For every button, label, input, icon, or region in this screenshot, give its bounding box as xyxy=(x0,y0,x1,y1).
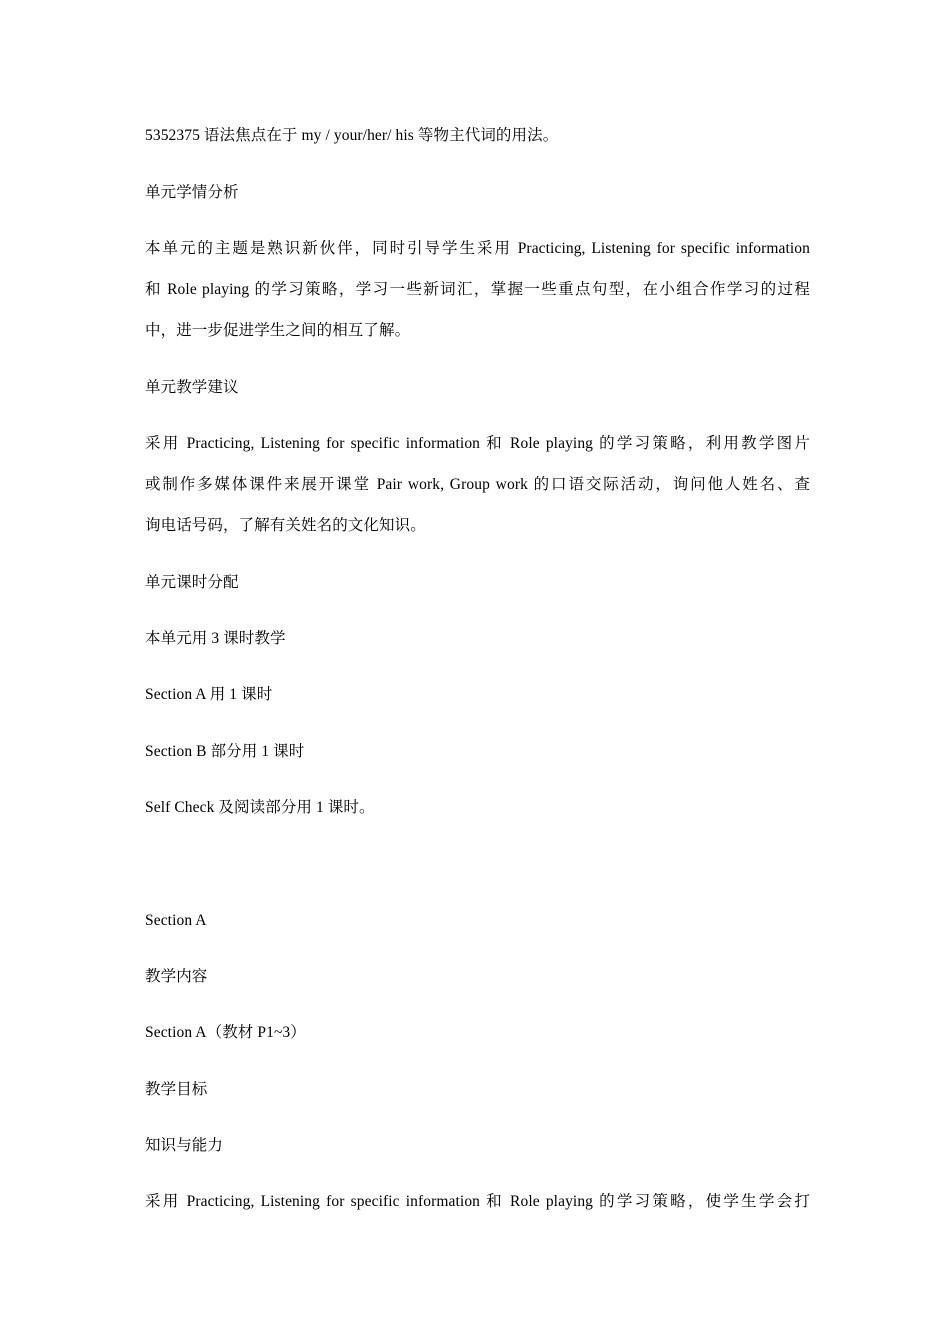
text-line: 或制作多媒体课件来展开课堂 Pair work, Group work 的口语交际活动，询问他人姓名、查 xyxy=(145,476,810,493)
text-line: 采用 Practicing, Listening for specific information 和 Role playing 的学习策略，使学生学会打 xyxy=(145,1193,810,1210)
text-line: 和 Role playing 的学习策略，学习一些新词汇，掌握一些重点句型，在小组合作学习的过程 xyxy=(145,281,810,298)
text-line: Section A 用 1 课时 xyxy=(145,686,273,703)
text-line: 中，进一步促进学生之间的相互了解。 xyxy=(145,322,411,339)
text-line: Self Check 及阅读部分用 1 课时。 xyxy=(145,799,375,816)
heading-unit-period-allocation: 单元课时分配 xyxy=(145,574,239,591)
text-line-grammar-focus: 5352375 语法焦点在于 my / your/her/ his 等物主代词的用法。 xyxy=(145,127,559,144)
text-line: 询电话号码，了解有关姓名的文化知识。 xyxy=(145,517,426,534)
text-line: 采用 Practicing, Listening for specific information 和 Role playing 的学习策略，利用教学图片 xyxy=(145,435,810,452)
text-line: Section B 部分用 1 课时 xyxy=(145,743,305,760)
text-line: 本单元的主题是熟识新伙伴，同时引导学生采用 Practicing, Listening for specific information xyxy=(145,240,810,257)
heading-section-a: Section A xyxy=(145,912,207,929)
heading-teaching-content: 教学内容 xyxy=(145,968,208,985)
heading-knowledge-and-ability: 知识与能力 xyxy=(145,1137,224,1154)
heading-teaching-objectives: 教学目标 xyxy=(145,1081,208,1098)
text-line: Section A（教材 P1~3） xyxy=(145,1024,306,1041)
heading-unit-learning-analysis: 单元学情分析 xyxy=(145,184,239,201)
text-line: 本单元用 3 课时教学 xyxy=(145,630,286,647)
heading-unit-teaching-suggestions: 单元教学建议 xyxy=(145,379,239,396)
